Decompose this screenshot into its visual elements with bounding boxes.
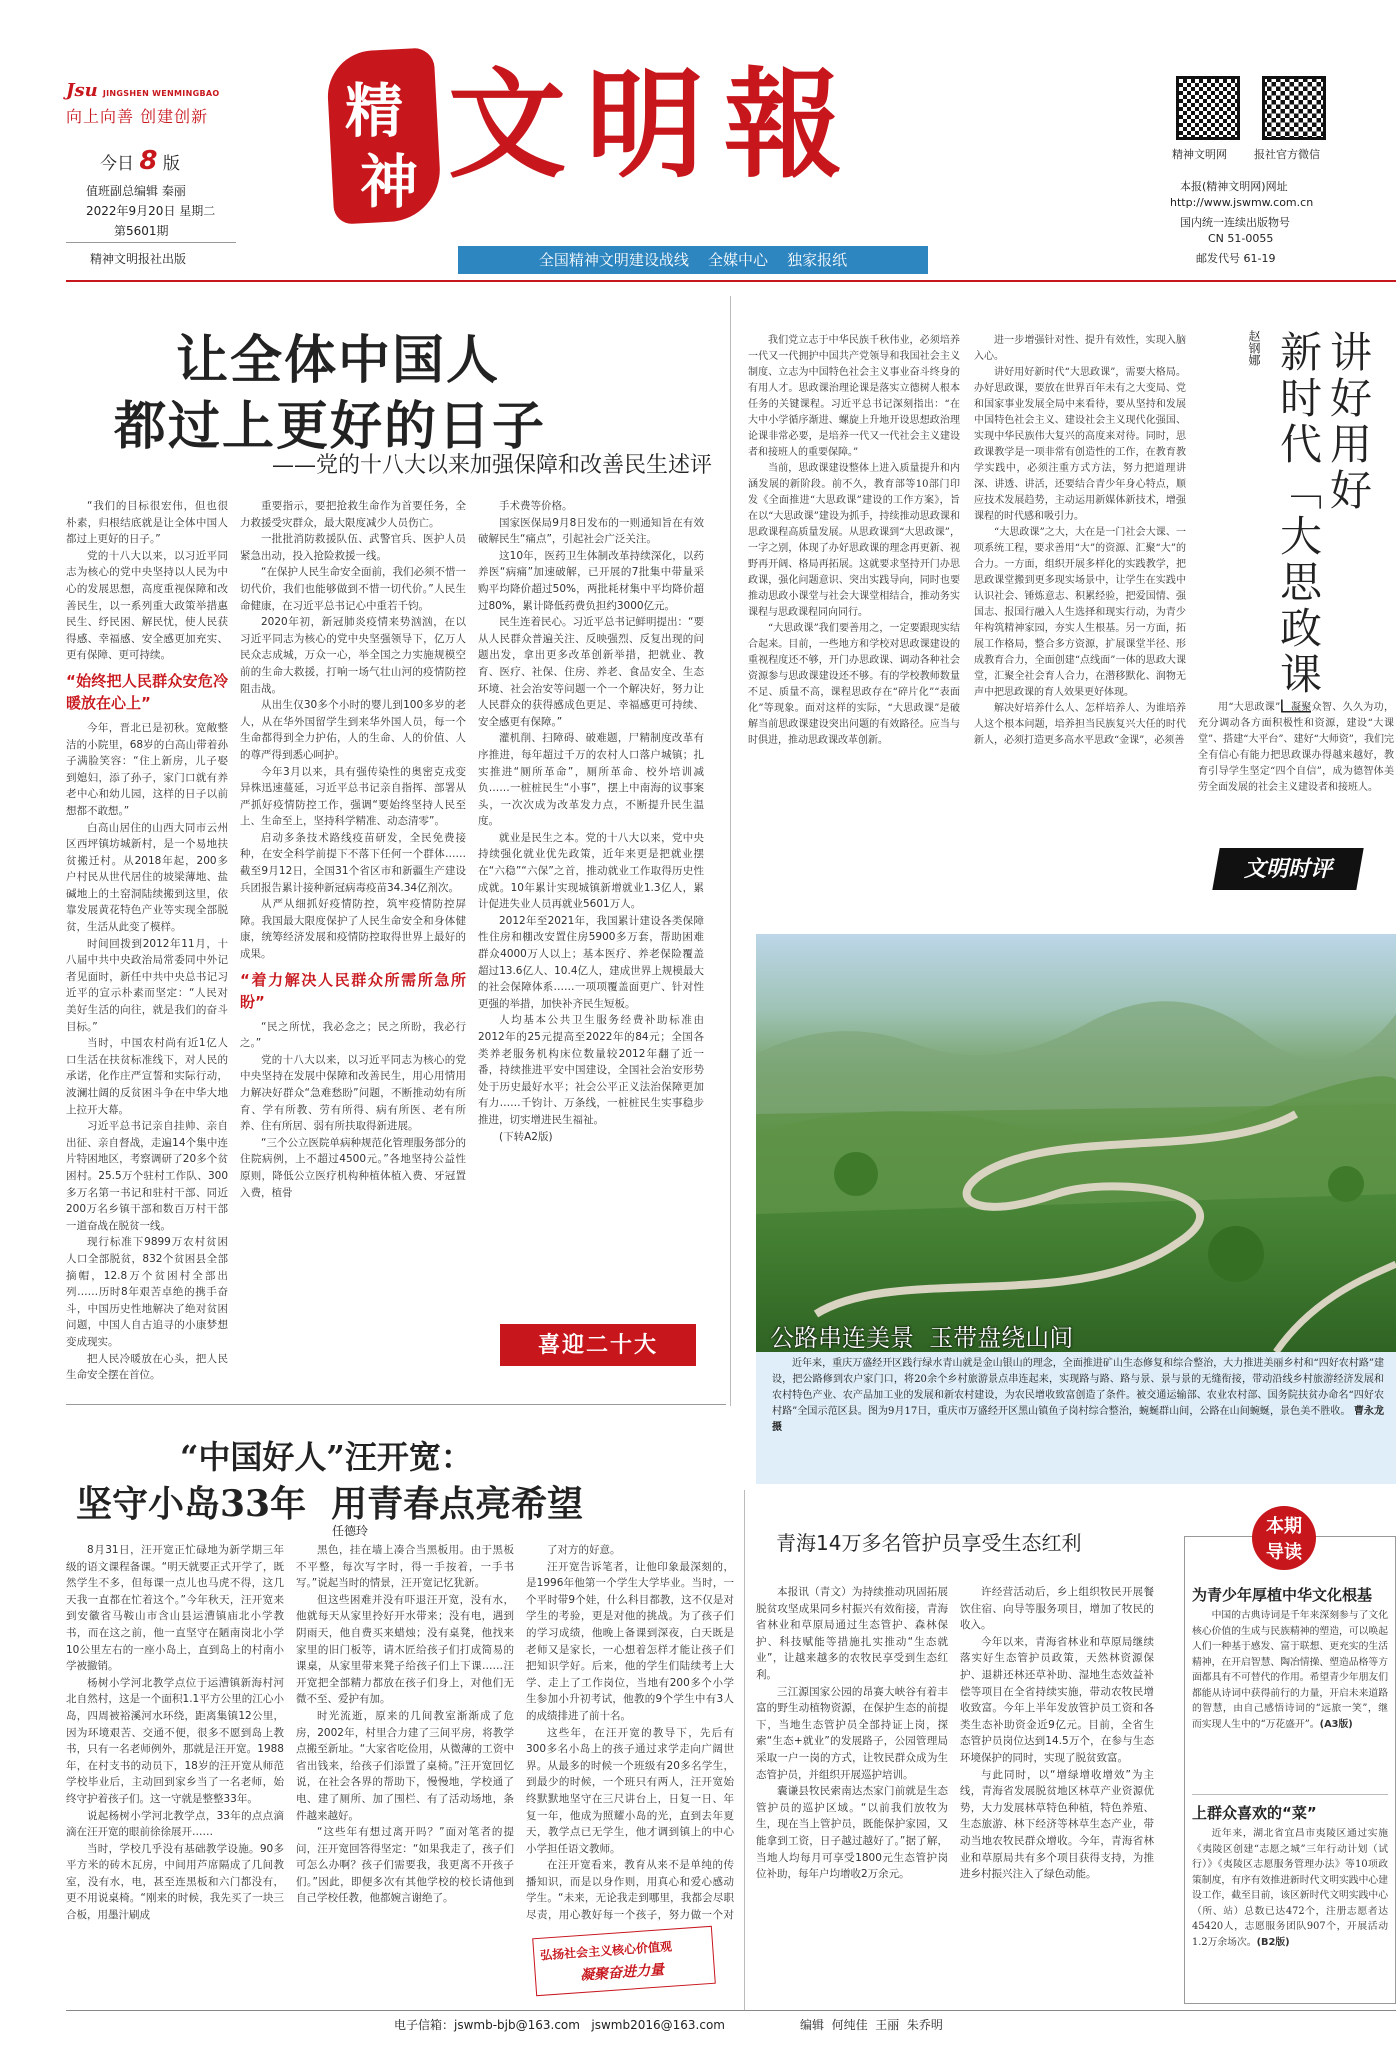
story2-paragraph: 汪开宽告诉笔者，让他印象最深刻的，是1996年他第一个学生大学毕业。当时，一个平时带9个娃，什么科目都教，这不仅是对学生的考验，更是对他的挑战。为了孩子们的学习成绩，他晚上备课到深夜，白天既是老师又是家长，一心想着怎样才能让孩子们把知识学好。后来，他的学生们陆续考上大学、走上了工作岗位，当地有200多个小学生参加小升初考试，他教的9个学生中有3人的成绩排进了前十名。 [526,1560,734,1722]
story2-paragraph: “这些年有想过离开吗？”面对笔者的提问，汪开宽回答得坚定：“如果我走了，孩子们可怎么办啊？孩子们需要我，我更离不开孩子们。”因此，即便多次有其他学校的校长请他到自己学校任教，他都婉言谢绝了。 [296,1826,514,1905]
banner-text: 全国精神文明建设战线 全媒中心 独家报纸 [538,251,848,269]
story3-column-2 [960,1584,1154,2004]
story2-paragraph: 杨树小学河北教学点位于运漕镇新海村河北自然村，这是一个面积1.1平方公里的江心小岛，四周被裕溪河水环绕，距离集镇12公里，因为环境艰苦、交通不便，很多不愿到岛上教书，只有一名老师例外，那就是汪开宽。1988年，在村支书的动员下，18岁的汪开宽从师范学校毕业后，主动回到家乡当了一名老师，始终守护着孩子们。这一守就是整整33年。 [66,1676,284,1805]
commentary-badge-text: 文明时评 [1243,856,1332,882]
lead-paragraph: “民之所忧，我必念之；民之所盼，我必行之。” [240,1020,466,1050]
cn-label: 国内统一连续出版物号 [1180,216,1290,229]
lead-paragraph: 今年3月以来，具有强传染性的奥密克戎变异株迅速蔓延，习近平总书记亲自指挥、部署从严抓好疫情防控工作，强调“要始终坚持人民至上、生命至上，坚持科学精准、动态清零”。 [240,765,466,828]
lead-paragraph: 2012年至2021年，我国累计建设各类保障性住房和棚改安置住房5900多万套，帮助困难群众4000万人以上；基本医疗、养老保险覆盖超过13.6亿人、10.4亿人，建成世界上规模最大的社会保障体系……一项项覆盖面更广、针对性更强的举措，加快补齐民生短板。 [478,914,704,1010]
lead-paragraph: 国家医保局9月8日发布的一则通知旨在有效破解民生“痛点”，引起社会广泛关注。 [478,516,704,546]
story2-paragraph: 了对方的好意。 [547,1544,621,1556]
guide-item2-title[interactable]: 上群众喜欢的“菜” [1192,1804,1317,1822]
commentary-paragraph: 我们党立志于中华民族千秋伟业，必须培养一代又一代拥护中国共产党领导和我国社会主义制度、立志为中国特色社会主义事业奋斗终身的有用人才。思政课治理论课是落实立德树人根本任务的关键课程。习近平总书记深刻指出：“在大中小学循序渐进、螺旋上升地开设思想政治理论课非常必要，是培养一代又一代社会主义建设者和接班人的重要保障。” [748,335,960,458]
cn-number: CN 51-0055 [1208,232,1274,245]
story3-paragraph: 许经营活动后，乡上组织牧民开展餐饮住宿、向导等服务项目，增加了牧民的收入。 [960,1586,1154,1632]
story2-column-3 [526,1542,734,1924]
lead-paragraph: 灌机削、扫障碍、破难题，尸精制度改革有序推进，每年超过千万的农村人口落户城镇；扎实推进“厕所革命”，厕所革命、校外培训减负……一桩桩民生“小事”，摆上中南海的议事案头，一次次成为改革发力点，不断提升民生温度。 [478,732,704,828]
commentary-title-line1: 讲好用好 [1324,330,1373,514]
guide-item2-ref[interactable]: (B2版) [1256,1936,1290,1948]
brand-small-text: JINGSHEN WENMINGBAO [102,89,220,98]
logo-jing: 精 [345,77,404,145]
logo-title: 文明報 [448,55,863,194]
story2-paragraph: 时光流逝，原来的几间教室渐渐成了危房，2002年，村里合力建了三间平房，将教学点搬至新址。“大家省吃俭用，从微薄的工资中省出钱来，给孩子们添置了桌椅。”汪开宽回忆说，在社会各界的帮助下，慢慢地，学校通了电、建了厕所、加了围栏、有了活动场地，条件越来越好。 [296,1709,514,1822]
lead-paragraph: 一批批消防救援队伍、武警官兵、医护人员紧急出动，投入抢险救援一线。 [240,533,466,562]
lead-paragraph: 手术费等价格。 [499,500,573,512]
logo-shen: 神 [360,148,419,216]
lead-paragraph: 这10年，医药卫生体制改革持续深化，以药养医“病痛”加速破解，已开展的7批集中带量采购平均降价超过50%，两批耗材集中平均降价超过80%，累计降低药费负担约3000亿元。 [478,549,704,612]
lead-paragraph: 党的十八大以来，以习近平同志为核心的党中央坚持以人民为中心的发展思想，高度重视保障和改善民生，以一系列重大政策举措惠民生、纾民困、解民忧，使人民获得感、幸福感、安全感更加充实、更有保障、更可持续。 [66,549,228,662]
story2-paragraph: 但这些困难并没有吓退汪开宽，没有水，他就每天从家里拎好开水带来；没有电，遇到阴雨天，他自费买来蜡烛；没有桌凳，他找来家里的旧门板等，请木匠给孩子们打成简易的课桌，从家里带来凳子给孩子们上下课……汪开宽把全部精力都放在孩子们身上，对他们无微不至、爱护有加。 [296,1593,514,1706]
issue-date: 2022年9月20日 星期二 [86,204,216,218]
commentary-paragraph: 进一步增强针对性、提升有效性，实现入脑入心。 [974,335,1186,362]
lead-title-line2: 都过上更好的日子 [114,396,547,457]
editor-on-duty: 值班副总编辑 秦丽 [86,184,186,198]
lead-paragraph: 从出生仅30多个小时的婴儿到100多岁的老人，从在华外国留学生到来华外国人员，每一个生命都得到全力护佑，人的生命、人的价值、人的尊严得到悉心呵护。 [240,699,466,761]
commentary-column-1 [748,333,960,911]
photo-description-text: 近年来，重庆万盛经开区践行绿水青山就是金山银山的理念，全面推进矿山生态修复和综合整治，大力推进美丽乡村和“四好农村路”建设，把公路修到农户家门口，将20余个乡村旅游景点串连起来，实现路与路、路与景、景与景的无缝衔接，带动沿线乡村旅游经济发展和农村特色产业、农产品加工业的发展和新农村建设，为农民增收致富创造了条件。被交通运输部、农业农村部、国务院扶贫办命名“四好农村路”全国示范区县。图为9月17日，重庆市万盛经开区黑山镇鱼子岗村综合整治，蜿蜒群山间，公路在山间蜿蜒，景色美不胜收。 [772,1358,1384,1417]
commentary-column-2 [974,333,1186,911]
story2-paragraph: 当时，学校几乎没有基础教学设施。90多平方米的砖木瓦房，中间用芦席隔成了几间教室，没有水，电，甚至连黑板和六门都没有，更不用说桌椅。“刚来的时候，我先买了一块三合板，用墨汁刷成 [66,1842,284,1922]
guide-badge-top: 本期 [1266,1516,1302,1537]
story3-paragraph: 囊谦县牧民索南达杰家门前就是生态管护员的巡护区域。“以前我们放牧为生，现在当上管护员，既能保护家园，又能拿到工资，日子越过越好了。”据了解，当地人均每月可享受1800元生态管护岗位补助，每年户均增收2万余元。 [756,1785,948,1881]
celebrate-stamp-text: 喜迎二十大 [537,1332,658,1358]
lead-paragraph: 2020年初，新冠肺炎疫情来势汹汹，在以习近平同志为核心的党中央坚强领导下，亿万人民众志成城，万众一心，举全国之力实施规模空前的生命大救援，打响一场气壮山河的疫情防控阻击战。 [240,616,466,695]
story2-kicker: “中国好人”汪开宽： [180,1438,473,1476]
issue-number: 第5601期 [114,224,169,238]
postal-code: 邮发代号 61-19 [1196,252,1276,265]
guide-item1-text [1192,1608,1388,1786]
photo-credit: 曹永龙 摄 [772,1406,1384,1433]
guide-badge-bottom: 导读 [1266,1542,1302,1563]
qr-code-icon [1262,76,1326,140]
story2-paragraph: 说起杨树小学河北教学点，33年的点点滴滴在汪开宽的眼前徐徐展开…… [66,1809,284,1839]
story2-author: 任德玲 [332,1524,369,1538]
values-stamp-line1: 弘扬社会主义核心价值观 [539,1939,673,1963]
today-page-count: 8 [139,146,158,176]
lead-paragraph: 今年，晋北已是初秋。宽敞整洁的小院里，68岁的白高山带着孙子满脸笑容：“住上新房，儿子娶到媳妇，添了孙子，家门口就有养老中心和幼儿园，这样的日子以前想都不敢想。” [66,721,228,817]
lead-paragraph: 就业是民生之本。党的十八大以来，党中央持续强化就业优先政策，近年来更是把就业摆在“六稳”“六保”之首，推动就业工作取得历史性成就。10年累计实现城镇新增就业1.3亿人，累计促进失业人员再就业5601万人。 [478,831,704,911]
story2-column-2 [296,1542,514,2004]
story2-paragraph: 在汪开宽看来，教育从来不是单纯的传播知识，而是以身作则，用真心和爱心感动学生。“未来，无论我走到哪里，我都会尽职尽责，用心教好每一个孩子，努力做一个对 [526,1859,734,1922]
lead-paragraph: 人均基本公共卫生服务经费补助标准由2012年的25元提高至2022年的84元；全国各类养老服务机构床位数量较2012年翻了近一番，持续推进平安中国建设，全国社会治安形势处于历史最好水平；社会公平正义法治保障更加有力……千钧计、万条线，一桩桩民生实事稳步推进，切实增进民生福祉。 [478,1014,704,1126]
qr1-label: 精神文明网 [1172,148,1227,161]
publisher: 精神文明报社出版 [90,252,187,266]
lead-paragraph: 把人民冷暖放在心头，把人民生命安全摆在首位。 [66,1352,228,1382]
lead-paragraph: “在保护人民生命安全面前，我们必须不惜一切代价，我们也能够做到不惜一切代价。”人民生命健康，在习近平总书记心中重若千钧。 [240,566,466,612]
brand-mark: Jsu JINGSHEN WENMINGBAO [66,80,220,101]
commentary-paragraph: 用“大思政课”，凝聚众智、久久为功，充分调动各方面积极性和资源，建设“大课堂”、搭建“大平台”、建好“大师资”，我们完全有信心有能力把思政课办得越来越好，教育引导学生坚定“四个自信”，成为德智体美劳全面发展的社会主义建设者和接班人。 [1198,702,1394,793]
lead-subtitle: ——党的十八大以来加强保障和改善民生述评 [272,453,713,478]
lead-paragraph: 民生连着民心。习近平总书记鲜明提出：“要从人民群众普遍关注、反映强烈、反复出现的问题出发，拿出更多改革创新举措，把就业、教育、医疗、社保、住房、养老、食品安全、生态环境、社会治安等问题一个一个解决好，努力让人民群众的获得感成色更足、幸福感更可持续、安全感更有保障。” [478,616,704,728]
story3-paragraph: 本报讯（青文）为持续推动巩固拓展脱贫攻坚成果同乡村振兴有效衔接，青海省林业和草原局通过生态管护、森林保护、科技赋能等措施扎实推动“生态就业”，让越来越多的农牧民享受到生态红利。 [756,1586,948,1681]
lead-paragraph: 习近平总书记亲自挂帅、亲自出征、亲自督战，走遍14个集中连片特困地区，考察调研了20多个贫困村。25.5万个驻村工作队、300多万名第一书记和驻村干部、同近200万名乡镇干部和数百万村干部一道奋战在脱贫一线。 [66,1120,228,1232]
lead-paragraph: 重要指示，要把抢救生命作为首要任务，全力救援受灾群众，最大限度减少人员伤亡。 [240,500,466,529]
lead-paragraph: 党的十八大以来，以习近平同志为核心的党中央坚持在发展中保障和改善民生，用心用情用力解决好群众“急难愁盼”问题，不断推动幼有所育、学有所教、劳有所得、病有所医、老有所养、住有所居、弱有所扶取得新进展。 [240,1053,466,1133]
lead-subhead: “着力解决人民群众所需所急所盼” [240,970,466,1011]
guide-item1-ref[interactable]: (A3版) [1319,1718,1353,1730]
story3-paragraph: 三江源国家公园的昂赛大峡谷有着丰富的野生动植物资源，在保护生态的前提下，当地生态管护员全部持证上岗，探索“生态+就业”的发展路子，公园管理局采取一户一岗的方式，让牧民群众成为生态管护员，并组织开展巡护培训。 [756,1685,948,1781]
guide-item1-body: 中国的古典诗词是千年来深刻参与了文化核心价值的生成与民族精神的塑造，可以唤起人们一种基于感发、富于联想、更充实的生活精神，在开启智慧、陶冶情操、塑造品格等方面都具有不可替代的作用。希望青少年朋友们都能从诗词中获得前行的力量，开启未来道路的智慧，由自己感悟诗词的“远旅一笑”，继而实现人生中的“万花盛开”。 [1192,1610,1388,1730]
photo-illustration [756,934,1396,1352]
lead-paragraph: “三个公立医院单病种规范化管理服务部分的住院病例，上不超过4500元。”各地坚持公益性原则，降低公立医疗机构种植体植入费、牙冠置入费，植骨 [240,1136,466,1199]
commentary-paragraph: 讲好用好新时代“大思政课”，需要大格局。办好思政课，要放在世界百年未有之大变局、党和国家事业发展全局中来看待，要从坚持和发展中国特色社会主义、建设社会主义现代化强国、实现中华民族伟大复兴的高度来对待。同时，思政课教学是一项非常有创造性的工作，在教育教学实践中，必须注重方式方法，努力把道理讲深、讲透、讲活，还要结合青少年身心特点，顺应技术发展趋势，主动运用新媒体新技术，增强课程的时代感和吸引力。 [974,367,1186,522]
lead-paragraph: 现行标准下9899万农村贫困人口全部脱贫，832个贫困县全部摘帽，12.8万个贫困村全部出列……历时8年艰苦卓绝的携手奋斗，中国历史性地解决了绝对贫困问题，中国人自古追寻的小康梦想变成现实。 [66,1236,228,1348]
commentary-title-line2: 新时代「大思政课」 [1274,330,1323,744]
commentary-paragraph: 解决好培养什么人、怎样培养人、为谁培养人这个根本问题，培养担当民族复兴大任的时代新人，必须打造更多高水平思政“金课”，必须善 [974,703,1186,746]
lead-paragraph: 启动多条技术路线疫苗研发，全民免费接种，在安全科学前提下不落下任何一个群体……截至9月12日，全国31个省区市和新疆生产建设兵团报告累计接种新冠病毒疫苗34.34亿剂次。 [240,831,466,894]
lead-subhead: “始终把人民群众安危冷暖放在心上” [66,671,228,712]
qr-code-icon [1176,76,1240,140]
lead-paragraph: “我们的目标很宏伟，但也很朴素，归根结底就是让全体中国人都过上更好的日子。” [66,500,228,546]
lead-column-1 [66,498,228,1384]
commentary-author: 赵钢娜 [1247,330,1261,366]
guide-item2-text [1192,1826,1388,2000]
story2-title: 坚守小岛33年 用青春点亮希望 [76,1483,584,1525]
site-label: 本报(精神文明网)网址 [1180,180,1288,193]
story2-paragraph: 8月31日，汪开宽正忙碌地为新学期三年级的语文课程备课。“明天就要正式开学了，既然学生不多，但每课一点儿也马虎不得，这几天我一直都在忙着这个。”今年秋天，汪开宽来到安徽省马鞍山市含山县运漕镇庙北小学教书，而在这之前，他一直坚守在陋南岗北小学10公里左右的一座小岛上，直到岛上的村南小学被撤销。 [66,1544,284,1673]
lead-paragraph: 当时，中国农村尚有近1亿人口生活在扶贫标准线下，对人民的承诺，化作庄严宣誓和实际行动，波澜壮阔的反贫困斗争在中华大地上拉开大幕。 [66,1037,228,1116]
story2-paragraph: 这些年，在汪开宽的教导下，先后有300多名小岛上的孩子通过求学走向广阔世界。从最多的时候一个班级有20多名学生，到最少的时候，一个班只有两人，汪开宽始终默默地坚守在三尺讲台上，日复一日、年复一年，他成为照耀小岛的光，直到去年夏天，教学点已无学生，他才调到镇上的中心小学担任语文教师。 [526,1726,734,1855]
photo-mountain-road [756,934,1396,1352]
footer-email: 电子信箱：jswmb-bjb@163.com jswmb2016@163.com [394,2018,725,2032]
story3-paragraph: 与此同时，以“增绿增收增效”为主线，青海省发展脱贫地区林草产业资源优势，大力发展林草特色种植，特色养殖、生态旅游、林下经济等林草生态产业，带动当地农牧民群众增收。今年，青海省林业和草原局共有多个项目获得支持，为推进乡村振兴注入了绿色动能。 [960,1768,1154,1881]
lead-column-2 [240,498,466,1384]
today-pages [100,146,180,176]
story3-title: 青海14万多名管护员享受生态红利 [776,1531,1082,1555]
guide-item1-title[interactable]: 为青少年厚植中华文化根基 [1192,1586,1373,1604]
footer-editors: 编辑 何纯佳 王丽 朱乔明 [800,2018,943,2032]
story3-column-1 [756,1584,948,2004]
guide-item2-body: 近年来，湖北省宜昌市夷陵区通过实施《夷陵区创建“志愿之城”三年行动计划（试行）》《夷陵区志愿服务管理办法》等10项政策制度，有序有效推进新时代文明实践中心建设工作，截至目前，该区新时代文明实践中心（所、站）总数已达472个，注册志愿者达45420人，志愿服务团队907个，开展活动1.2万余场次。 [1192,1828,1388,1948]
lead-paragraph: 白高山居住的山西大同市云州区西坪镇坊城新村，是一个易地扶贫搬迁村。从2018年起，200多户村民从世代居住的坡梁薄地、盐碱地上的土窑洞陆续搬到这里，依靠发展黄花特色产业等实现全部脱贫，生活从此变了模样。 [66,821,228,934]
masthead [0,0,1398,285]
story2-paragraph: 黑色，挂在墙上凑合当黑板用。由于黑板不平整，每次写字时，得一手按着，一手书写。”说起当时的情景，汪开宽记忆犹新。 [296,1544,514,1590]
commentary-paragraph: “大思政课”之大，大在是一门社会大课、一项系统工程，要求善用“大”的资源、汇聚“大”的合力。一方面，组织开展多样化的实践教学，把思政课堂搬到更多现实场景中，让学生在实践中认识社会、锤炼意志、积累经验，把爱国情、强国志、报国行融入人生选择和现实行动，为青少年构筑精神家园，夯实人生根基。另一方面，拓展工作格局，整合多方资源，扩展课堂半径、形成教育合力，全面创建“点线面”一体的思政大课堂，汇聚全社会育人合力，在潜移默化、润物无声中把思政课的育人效果更好体现。 [974,527,1186,698]
story2-column-1 [66,1542,284,2004]
story3-paragraph: 今年以来，青海省林业和草原局继续落实好生态管护员政策，天然林资源保护、退耕还林还草补助、湿地生态效益补偿等项目在全省持续实施，带动农牧民增收致富。今年上半年发放管护员工资和各类生态补助资金近9亿元。目前，全省生态管护员岗位达到14.5万个，在参与生态环境保护的同时，实现了脱贫致富。 [960,1635,1154,1764]
lead-column-3 [478,498,704,1318]
photo-caption: 公路串连美景 玉带盘绕山间 [770,1324,1074,1352]
commentary-paragraph: “大思政课”我们要善用之，一定要跟现实结合起来。目前，一些地方和学校对思政课建设的重视程度还不够，开门办思政课、调动各种社会资源参与思政课建设还不够。有的学校教师数量不足、质量不高，课程思政存在“碎片化”“表面化”等现象。面对这样的实际，“大思政课”是破解当前思政课建设突出问题的有效路径。应当与时俱进，推动思政课改革创新。 [748,623,960,746]
commentary-column-3 [1198,700,1394,830]
qr2-label: 报社官方微信 [1254,148,1320,161]
today-unit: 版 [162,154,180,174]
today-label: 今日 [100,154,134,174]
photo-description [772,1356,1384,1480]
site-url[interactable]: http://www.jswmw.com.cn [1170,196,1314,209]
lead-title-line1: 让全体中国人 [176,330,501,391]
values-stamp-line2: 凝聚奋进力量 [579,1962,665,1984]
lead-paragraph: 时间回拨到2012年11月，十八届中共中央政治局常委同中外记者见面时，新任中共中央总书记习近平的宣示朴素而坚定：“人民对美好生活的向往，就是我们的奋斗目标。” [66,937,228,1033]
lead-paragraph: 从严从细抓好疫情防控，筑牢疫情防控屏障。我国最大限度保护了人民生命安全和身体健康，统筹经济发展和疫情防控取得世界上最好的成果。 [240,898,466,961]
slogan: 向上向善 创建创新 [66,107,209,126]
lead-paragraph: (下转A2版) [499,1130,553,1143]
commentary-paragraph: 当前，思政课建设整体上进入质量提升和内涵发展的新阶段。前不久，教育部等10部门印发《全面推进“大思政课”建设的工作方案》，旨在以“大思政课”建设为抓手，持续推动思政课和思政课程高质量发展。从思政课到“大思政课”，一字之别，体现了办好思政课的理念再更新、视野再开阔、格局再拓展。这就要求坚持开门办思政课，强化问题意识、突出实践导向，同时也要推动思政小课堂与社会大课堂相结合，推动务实课程与思政课程同向同行。 [748,463,960,618]
